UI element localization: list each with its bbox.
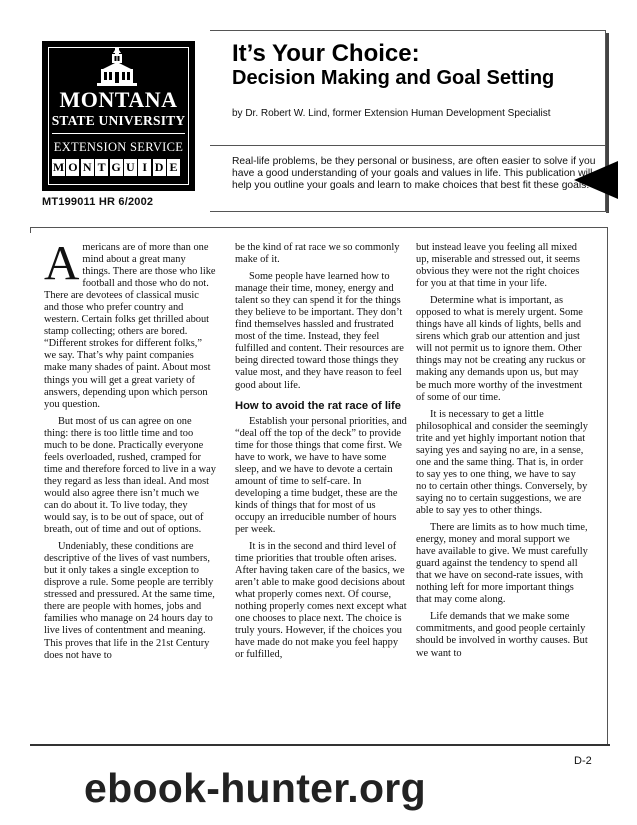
montguide-series-label [52, 159, 180, 176]
series-letter: I [138, 159, 151, 176]
msu-extension-logo [42, 41, 195, 191]
paragraph: Establish your personal priorities, and “deal off the top of the deck” to provide time for those things that come first. We have to work, we have to have some sleep, and we have to devote a certain amount of time to self-care. In developing a time budget, these are the kinds of things that for most of us occupy an irreducible number of hours per week. [235, 415, 407, 535]
paragraph: be the kind of rat race we so commonly make of it. [235, 242, 400, 266]
logo-university-name: MONTANA [59, 87, 178, 112]
paragraph: It is in the second and third level of time priorities that trouble often arises. After having taken care of the basics, we aren’t able to make good decisions about what properly comes next. Of course, nothing properly comes next except what one chooses to place next. The choice is truly yours. However, if the choices you have made do not make you feel happy or fulfilled, [235, 541, 407, 661]
series-letter: T [95, 159, 108, 176]
series-letter: N [81, 159, 94, 176]
paragraph: It is necessary to get a little philosophical and consider the seemingly trite and yet highly important notion that saying yes and saying no are, in a sense, one and the same thing. That is, in order to say yes to one thing, we have to say no to certain other things. Conversely, by saying no to certain suggestions, we are able to say yes to other things. [416, 408, 588, 516]
document-code: MT199011 HR 6/2002 [42, 196, 154, 208]
column-2 [235, 242, 407, 667]
paragraph [44, 235, 216, 411]
author-byline: by Dr. Robert W. Lind, former Extension Human Development Specialist [232, 108, 551, 119]
arrow-pointer-icon [574, 161, 618, 199]
logo-service-name: EXTENSION SERVICE [53, 140, 184, 154]
paragraph: but instead leave you feeling all mixed up, miserable and stressed out, it seems obvious they were not the right choices for you at that time in your life. [416, 242, 580, 290]
drop-cap: A [44, 235, 80, 290]
paragraph: There are limits as to how much time, energy, money and moral support we have available to give. We must carefully guard against the tendency to spend all that we have on second-rate issues, with nothing left for more important things that may come along. [416, 522, 588, 606]
series-letter: U [124, 159, 137, 176]
column-3 [416, 242, 588, 665]
paragraph: Some people have learned how to manage their time, money, energy and talent so they can spend it for the things they believe to be important. They don’t find themselves hassled and frustrated most of the time. Instead, they feel fulfilled and content. Their resources are being directed toward those things they value most, and they have reason to feel good about life. [235, 271, 404, 391]
page-number: D-2 [574, 755, 592, 767]
body-frame-left-tick [30, 227, 31, 233]
section-heading: How to avoid the rat race of life [235, 399, 401, 412]
montana-hall-icon [95, 47, 139, 87]
paragraph-text: mericans are of more than one mind about a great many things. There are those who like football and those who do not. There are devotees of classical music and those who prefer country and western. Certain folks get thrilled about stamp collecting; others are bored. “Different strokes for different folks,” we say. That’s why paint companies make many shades of paint. About most things you will get a great variety of answers, depending upon which person you question. [44, 242, 216, 410]
watermark: ebook-hunter.org [84, 765, 426, 811]
page-subtitle: Decision Making and Goal Setting [232, 67, 555, 89]
series-letter: G [111, 160, 121, 174]
series-letter: D [153, 159, 166, 176]
page-title: It’s Your Choice: [232, 40, 420, 67]
series-letter: O [68, 160, 78, 174]
intro-summary: Real-life problems, be they personal or business, are often easier to solve if you have a good understanding of your goals and values in life. This publication will help you outline your goals and learn to make choices that best fit these goals. [232, 156, 596, 192]
logo-divider [52, 133, 185, 134]
paragraph: But most of us can agree on one thing: there is too little time and too much to be done. Practically everyone feels overloaded, rushed, cramped for time and therefore forced to live in a way they regard as less than ideal. And most would also agree there isn’t much we can do about it. To live today, they would say, is to be out of space, out of breath, out of time and out of options. [44, 415, 216, 536]
paragraph: Determine what is important, as opposed to what is merely urgent. Some things have all kinds of lights, bells and sirens which grab our attention and just will not permit us to ignore them. Other things may not be creating any ruckus or making any demands upon us, but may be much more worthy of the investment of some of our time. [416, 295, 586, 403]
body-frame-bottom [30, 744, 610, 746]
header-frame-bottom [210, 211, 608, 212]
column-1 [44, 235, 216, 667]
paragraph: Life demands that we make some commitments, and good people certainly should be involved in worthy causes. But we want to [416, 611, 588, 659]
logo-university-subname: STATE UNIVERSITY [51, 113, 186, 128]
series-letter: M [52, 160, 65, 174]
series-letter: E [167, 159, 180, 176]
intro-divider [210, 145, 606, 146]
paragraph: Undeniably, these conditions are descriptive of the lives of vast numbers, but it only takes a single exception to disprove a rule. Some people are terribly stressed and pressured. At the same time, there are people with homes, jobs and families who manage on 24 hours day to live lives of contentment and meaning. This proves that life in the 21st Century does not have to [44, 541, 215, 661]
